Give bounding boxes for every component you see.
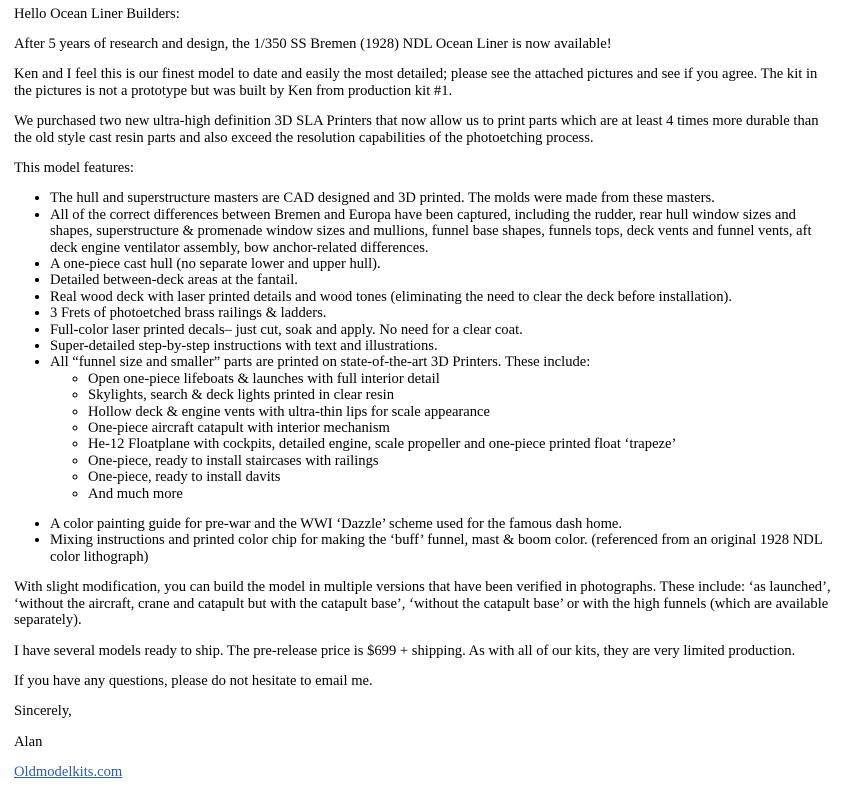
feature-item: • Detailed between-deck areas at the fantail.	[50, 272, 832, 288]
feature-item: • A color painting guide for pre-war and the WWI ‘Dazzle’ scheme used for the famous dash home.	[50, 516, 832, 532]
feature-item: • Mixing instructions and printed color chip for making the ‘buff’ funnel, mast & boom color. (referenced from an original 1928 NDL color lithograph)	[50, 532, 832, 565]
sub-feature-item: ◦ One-piece, ready to install davits	[88, 469, 832, 485]
sub-features-list	[50, 371, 832, 502]
sub-feature-item: ◦ Skylights, search & deck lights printed in clear resin	[88, 387, 832, 403]
sub-feature-item: ◦ One-piece aircraft catapult with interior mechanism	[88, 420, 832, 436]
closing: Sincerely,	[14, 703, 72, 720]
greeting: Hello Ocean Liner Builders:	[14, 6, 180, 22]
intro-paragraph: After 5 years of research and design, the 1/350 SS Bremen (1928) NDL Ocean Liner is now available!	[14, 35, 612, 52]
sub-feature-item: ◦ One-piece, ready to install staircases with railings	[88, 453, 832, 469]
questions-paragraph: If you have any questions, please do not hesitate to email me.	[14, 672, 373, 689]
sub-feature-item: ◦ He-12 Floatplane with cockpits, detailed engine, scale propeller and one-piece printed float ‘trapeze’	[88, 436, 832, 452]
price-paragraph: I have several models ready to ship. The pre-release price is $699 + shipping. As with all of our kits, they are very limited production.	[14, 642, 796, 659]
printers-paragraph: We purchased two new ultra-high definition 3D SLA Printers that now allow us to print parts which are at least 4 times more durable than the old style cast resin parts and also exceed the resolution capabilities of the photoetching process.	[14, 113, 819, 146]
feature-item: • Real wood deck with laser printed details and wood tones (eliminating the need to clear the deck before installation).	[50, 289, 832, 305]
features-list	[14, 190, 832, 565]
website-link[interactable]: Oldmodelkits.com	[14, 764, 123, 781]
feature-item: • Full-color laser printed decals– just cut, soak and apply. No need for a clear coat.	[50, 322, 832, 338]
sub-feature-item: ◦ And much more	[88, 486, 832, 502]
feature-item: • All of the correct differences between Bremen and Europa have been captured, including the rudder, rear hull window sizes and shapes, superstructure & promenade window sizes and mullions, funnel base shapes, funnels tops, deck vents and funnel vents, aft deck engine ventilator assembly, bow anchor-related differences.	[50, 207, 832, 256]
website-line	[14, 764, 832, 780]
signature: Alan	[14, 733, 43, 750]
list-spacer	[50, 502, 832, 516]
features-heading: This model features:	[14, 159, 134, 176]
feature-item: • 3 Frets of photoetched brass railings & ladders.	[50, 305, 832, 321]
feature-item-label: All “funnel size and smaller” parts are printed on state-of-the-art 3D Printers. These include:	[50, 354, 591, 371]
feature-item-3d-parts	[50, 354, 832, 516]
feature-item: • A one-piece cast hull (no separate lower and upper hull).	[50, 256, 832, 272]
feature-item: • The hull and superstructure masters are CAD designed and 3D printed. The molds were made from these masters.	[50, 190, 832, 206]
sub-feature-item: ◦ Hollow deck & engine vents with ultra-thin lips for scale appearance	[88, 404, 832, 420]
finest-model-paragraph: Ken and I feel this is our finest model to date and easily the most detailed; please see the attached pictures and see if you agree. The kit in the pictures is not a prototype but was built by Ken from production kit #1.	[14, 66, 818, 99]
feature-item: • Super-detailed step-by-step instructions with text and illustrations.	[50, 338, 832, 354]
sub-feature-item: ◦ Open one-piece lifeboats & launches with full interior detail	[88, 371, 832, 387]
versions-paragraph: With slight modification, you can build the model in multiple versions that have been verified in photographs. These include: ‘as launched’, ‘without the aircraft, crane and catapult but with the catapult base’, ‘without the catapult base’ or with the high funnels (which are available separately).	[14, 579, 831, 629]
